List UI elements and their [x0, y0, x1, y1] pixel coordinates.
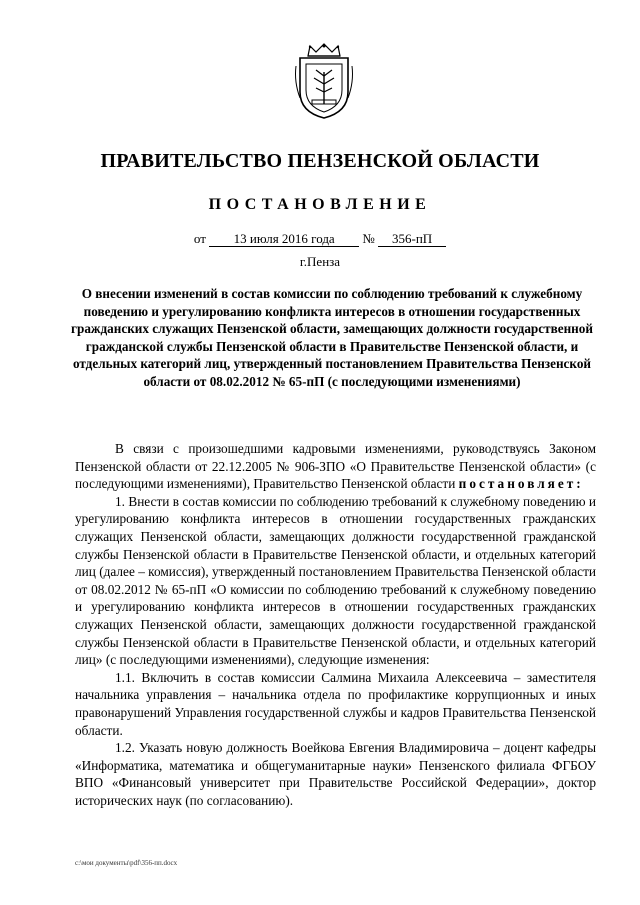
document-number: 356-пП: [378, 232, 446, 247]
document-date: 13 июля 2016 года: [209, 232, 359, 247]
resolves-keyword: постановляет:: [458, 476, 584, 492]
city: г.Пенза: [299, 254, 341, 269]
paragraph-item-1: 1. Внести в состав комиссии по соблюдению требований к служебному поведению и урегулированию конфликта интересов в отношении государственных гражданских служащих Пензенской области, замещающих должности государственной гражданской службы Пензенской области в Правительстве Пензенской области, и отдельных категорий лиц (далее – комиссия), утвержденный постановлением Правительства Пензенской области от 08.02.2012 № 65-пП «О комиссии по соблюдению требований к служебному поведению и урегулированию конфликта интересов в отношении государственных гражданских служащих Пензенской области, замещающих должности государственной гражданской службы Пензенской области в Правительстве Пензенской области, и отдельных категорий лиц» (с последующими изменениями), следующие изменения:: [75, 493, 596, 668]
paragraph-item-1-2: 1.2. Указать новую должность Воейкова Евгения Владимировича – доцент кафедры «Информатика, математика и общегуманитарные науки» Пензенского филиала ФГБОУ ВПО «Финансовый университет при Правительстве Российской Федерации», доктор исторических наук (по согласованию).: [75, 740, 596, 808]
penza-coat-of-arms-icon: [292, 42, 356, 120]
date-number-line: [0, 231, 640, 247]
file-path-footer: c:\мои документы\pdf\356-пп.docx: [75, 859, 178, 867]
preamble-text: В связи с произошедшими кадровыми изменениями, руководствуясь Законом Пензенской области от 22.12.2005 № 906-ЗПО «О Правительстве Пензенской области» (с последующими изменениями), Правительство Пензенской области: [75, 441, 596, 492]
number-sign: №: [362, 231, 375, 246]
date-prefix: от: [193, 231, 206, 246]
document-title: О внесении изменений в состав комиссии по соблюдению требований к служебному поведению и урегулированию конфликта интересов в отношении государственных гражданских служащих Пензенской области, замещающих должности государственной гражданской службы Пензенской области в Правительстве Пензенской области, и отдельных категорий лиц, утвержденный постановлением Правительства Пензенской области от 08.02.2012 № 65-пП (с последующими изменениями): [71, 286, 593, 389]
document-type: ПОСТАНОВЛЕНИЕ: [208, 196, 432, 213]
paragraph-item-1-1: 1.1. Включить в состав комиссии Салмина Михаила Алексеевича – заместителя начальника управления – начальника отдела по профилактике коррупционных и иных правонарушений Управления государственной службы и кадров Правительства Пензенской области.: [75, 669, 596, 738]
document-body: [75, 440, 596, 809]
paragraph-preamble: [75, 440, 596, 493]
organization-name: ПРАВИТЕЛЬСТВО ПЕНЗЕНСКОЙ ОБЛАСТИ: [100, 150, 540, 172]
